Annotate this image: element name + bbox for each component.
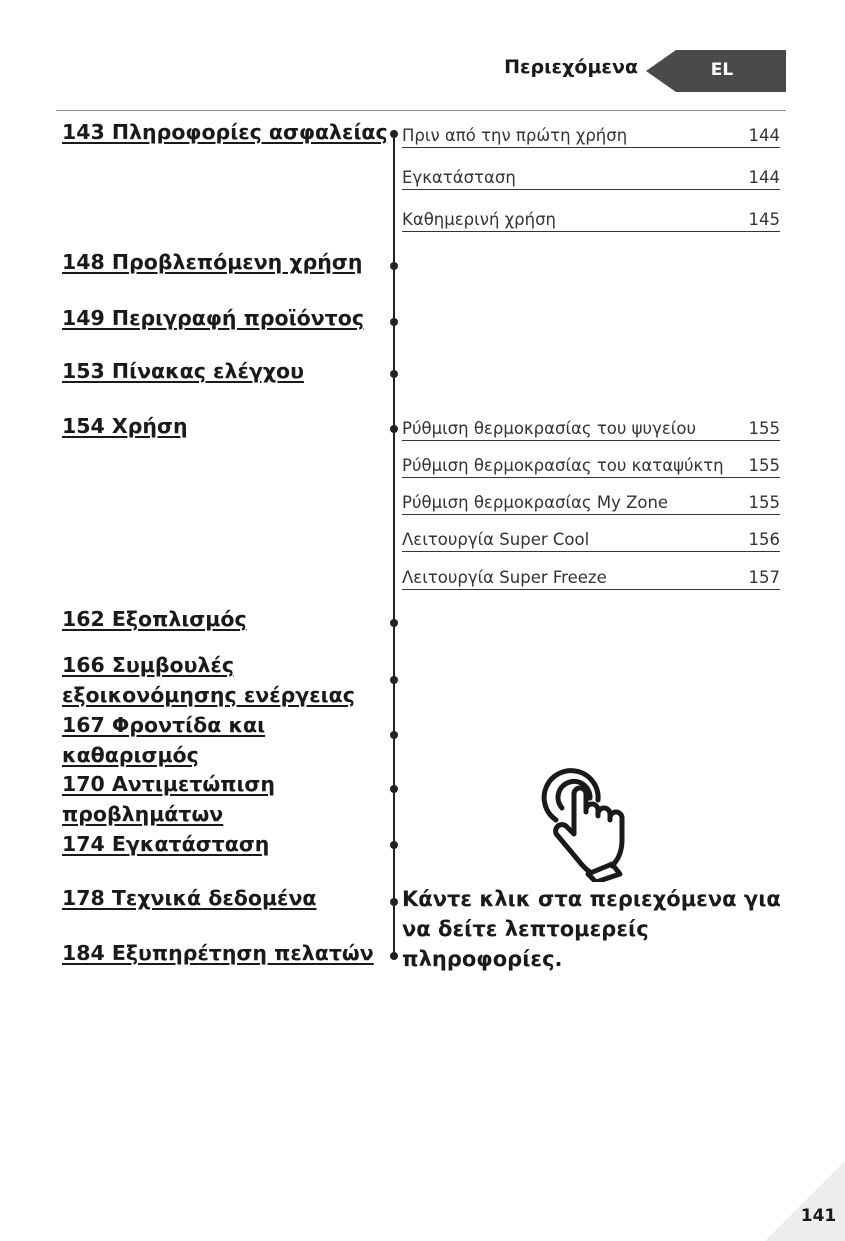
timeline-dot	[390, 318, 398, 326]
timeline-line	[393, 130, 395, 958]
subsection-link[interactable]	[402, 493, 780, 515]
timeline-dot	[390, 619, 398, 627]
subsection-page: 155	[748, 419, 780, 438]
header-divider	[56, 110, 786, 111]
page-title: Περιεχόμενα	[504, 56, 638, 78]
subsection-label: Λειτουργία Super Freeze	[402, 568, 607, 587]
toc-link-installation[interactable]: 174 Εγκατάσταση	[62, 832, 270, 856]
subsection-label: Ρύθμιση θερμοκρασίας του καταψύκτη	[402, 456, 724, 475]
subsection-page: 145	[748, 210, 780, 229]
toc-link-care-cleaning[interactable]: 167 Φροντίδα και καθαρισμός	[62, 713, 266, 767]
toc-link-use[interactable]: 154 Χρήση	[62, 414, 188, 438]
subsection-page: 156	[748, 530, 780, 549]
timeline-dot	[390, 952, 398, 960]
instruction-text: Κάντε κλικ στα περιεχόμενα για να δείτε λεπτομερείς πληροφορίες.	[402, 887, 781, 971]
timeline-dot	[390, 841, 398, 849]
toc-link-product-description[interactable]: 149 Περιγραφή προϊόντος	[62, 306, 364, 330]
subsection-label: Ρύθμιση θερμοκρασίας My Zone	[402, 493, 669, 512]
timeline-dot	[390, 262, 398, 270]
subsection-link[interactable]	[402, 530, 780, 552]
subsection-page: 157	[748, 568, 780, 587]
timeline-dot	[390, 785, 398, 793]
timeline-dot	[390, 731, 398, 739]
toc-link-customer-service[interactable]: 184 Εξυπηρέτηση πελατών	[62, 941, 374, 965]
subsection-label: Καθημερινή χρήση	[402, 210, 557, 229]
toc-link-troubleshooting[interactable]: 170 Αντιμετώπιση προβλημάτων	[62, 772, 275, 826]
timeline-dot	[390, 130, 398, 138]
toc-link-technical-data[interactable]: 178 Τεχνικά δεδομένα	[62, 886, 317, 910]
language-label: EL	[710, 60, 734, 80]
subsection-link[interactable]	[402, 126, 780, 148]
subsection-label: Λειτουργία Super Cool	[402, 530, 590, 549]
subsection-label: Πριν από την πρώτη χρήση	[402, 126, 628, 145]
subsection-page: 144	[748, 168, 780, 187]
page-corner	[765, 1161, 845, 1241]
subsection-link[interactable]	[402, 168, 780, 190]
subsection-label: Ρύθμιση θερμοκρασίας του ψυγείου	[402, 419, 696, 438]
subsection-page: 155	[748, 456, 780, 475]
toc-link-safety[interactable]: 143 Πληροφορίες ασφαλείας	[62, 120, 388, 144]
timeline-dot	[390, 676, 398, 684]
subsection-page: 144	[748, 126, 780, 145]
toc-link-accessories[interactable]: 162 Εξοπλισμός	[62, 607, 247, 631]
toc-link-energy-tips[interactable]: 166 Συμβουλές εξοικονόμησης ενέργειας	[62, 653, 355, 707]
subsection-page: 155	[748, 493, 780, 512]
subsection-label: Εγκατάσταση	[402, 168, 516, 187]
timeline-dot	[390, 370, 398, 378]
timeline-dot	[390, 898, 398, 906]
subsection-link[interactable]	[402, 456, 780, 478]
subsection-link[interactable]	[402, 568, 780, 590]
page-number: 141	[800, 1206, 837, 1226]
subsection-link[interactable]	[402, 419, 780, 441]
hand-pointer-icon	[538, 764, 642, 882]
timeline-dot	[390, 425, 398, 433]
toc-link-control-panel[interactable]: 153 Πίνακας ελέγχου	[62, 359, 304, 383]
subsection-link[interactable]	[402, 210, 780, 232]
toc-link-intended-use[interactable]: 148 Προβλεπόμενη χρήση	[62, 250, 363, 274]
